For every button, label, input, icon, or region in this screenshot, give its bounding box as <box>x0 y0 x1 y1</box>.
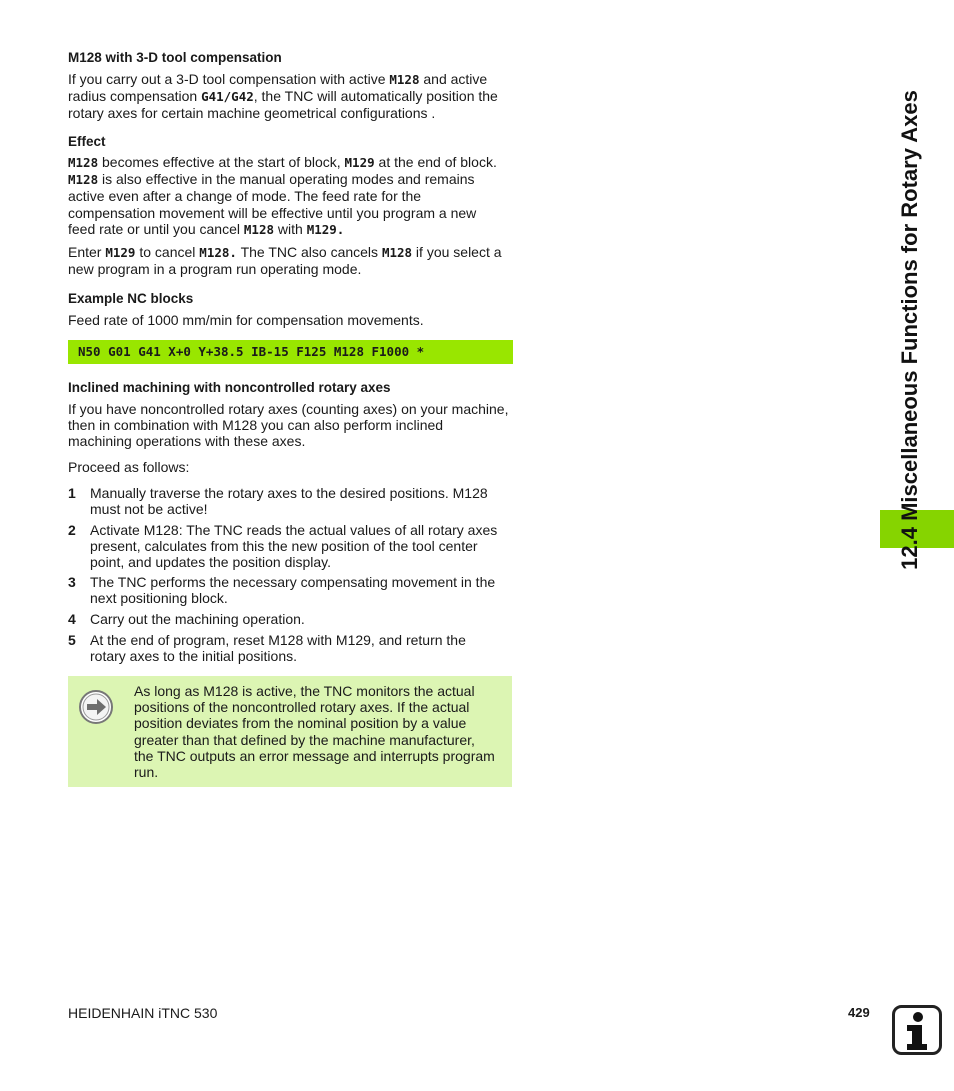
code: M128 <box>68 155 99 170</box>
text: present, calculates from this the new position of the tool center <box>90 538 478 555</box>
code: M129. <box>306 221 345 237</box>
text: The TNC also cancels <box>236 244 382 260</box>
text: new program in a program run operating mode. <box>68 261 362 278</box>
text: The TNC performs the necessary compensating movement in the <box>90 574 496 590</box>
chapter-title-text: 12.4 Miscellaneous Functions for Rotary Axes <box>897 90 922 570</box>
text: point, and updates the position display. <box>90 554 332 571</box>
code: M129 <box>105 245 136 260</box>
text: positions of the noncontrolled rotary axes. If the actual <box>134 699 470 716</box>
text: Enter <box>68 244 106 260</box>
text: Manually traverse the rotary axes to the desired positions. M128 <box>90 485 488 501</box>
step-number: 5 <box>68 632 76 648</box>
text: greater than that defined by the machine manufacturer, <box>134 731 475 748</box>
step-number: 4 <box>68 611 76 627</box>
text: active even after a change of mode. The feed rate for the <box>68 188 422 205</box>
text: If you carry out a 3-D tool compensation with active <box>68 71 390 87</box>
info-icon <box>892 1005 942 1055</box>
text: at the end of block. <box>374 154 497 170</box>
arrow-right-icon <box>79 690 113 724</box>
section-heading-inclined: Inclined machining with noncontrolled rotary axes <box>68 380 391 395</box>
code: M129 <box>344 155 375 170</box>
text: Carry out the machining operation. <box>90 611 305 627</box>
text: with <box>274 220 307 237</box>
text: run. <box>134 764 159 781</box>
code-block: N50 G01 G41 X+0 Y+38.5 IB-15 F125 M128 F1000 * <box>68 340 513 364</box>
section-m128-paragraph <box>68 71 513 122</box>
effect-paragraph <box>68 154 513 238</box>
code: M128 <box>243 221 274 237</box>
text: the TNC outputs an error message and interrupts program <box>134 747 495 764</box>
step-number: 1 <box>68 485 76 501</box>
text: becomes effective at the start of block, <box>98 154 345 170</box>
text: If you have noncontrolled rotary axes (counting axes) on your machine, <box>68 401 509 417</box>
text: if you select a <box>412 244 502 260</box>
code: M128. <box>199 245 237 260</box>
effect-cancel-paragraph <box>68 244 513 277</box>
text: next positioning block. <box>90 590 228 607</box>
text: must not be active! <box>90 501 208 518</box>
text: to cancel <box>135 244 200 260</box>
text: rotary axes for certain machine geometrical configurations . <box>68 105 436 122</box>
text: rotary axes to the initial positions. <box>90 648 297 665</box>
section-heading-m128: M128 with 3-D tool compensation <box>68 50 282 65</box>
text: At the end of program, reset M128 with M129, and return the <box>90 632 466 648</box>
step-number: 2 <box>68 522 76 538</box>
text: then in combination with M128 you can also perform inclined <box>68 417 444 434</box>
code: M128 <box>389 72 420 87</box>
text: position deviates from the nominal position by a value <box>134 715 467 732</box>
section-heading-example: Example NC blocks <box>68 291 194 306</box>
text: and active <box>419 71 488 87</box>
code: M128 <box>68 172 99 188</box>
proceed-text: Proceed as follows: <box>68 459 190 475</box>
text: feed rate or until you cancel <box>68 220 244 237</box>
note-text <box>134 683 506 780</box>
step-number: 3 <box>68 574 76 590</box>
text: machining operations with these axes. <box>68 433 306 450</box>
footer-product-name: HEIDENHAIN iTNC 530 <box>68 1005 218 1021</box>
text: compensation movement will be effective until you program a new <box>68 204 477 221</box>
code: M128 <box>381 245 413 260</box>
page-number: 429 <box>848 1005 870 1020</box>
section-heading-effect: Effect <box>68 134 106 149</box>
text: As long as M128 is active, the TNC monitors the actual <box>134 683 475 699</box>
code: G41/G42 <box>201 89 254 105</box>
inclined-paragraph <box>68 401 513 450</box>
example-text: Feed rate of 1000 mm/min for compensation movements. <box>68 312 424 328</box>
text: is also effective in the manual operating modes and remains <box>98 171 475 188</box>
text: , the TNC will automatically position the <box>253 88 498 105</box>
text: radius compensation <box>68 88 202 105</box>
note-box <box>68 676 512 787</box>
text: Activate M128: The TNC reads the actual values of all rotary axes <box>90 522 498 538</box>
